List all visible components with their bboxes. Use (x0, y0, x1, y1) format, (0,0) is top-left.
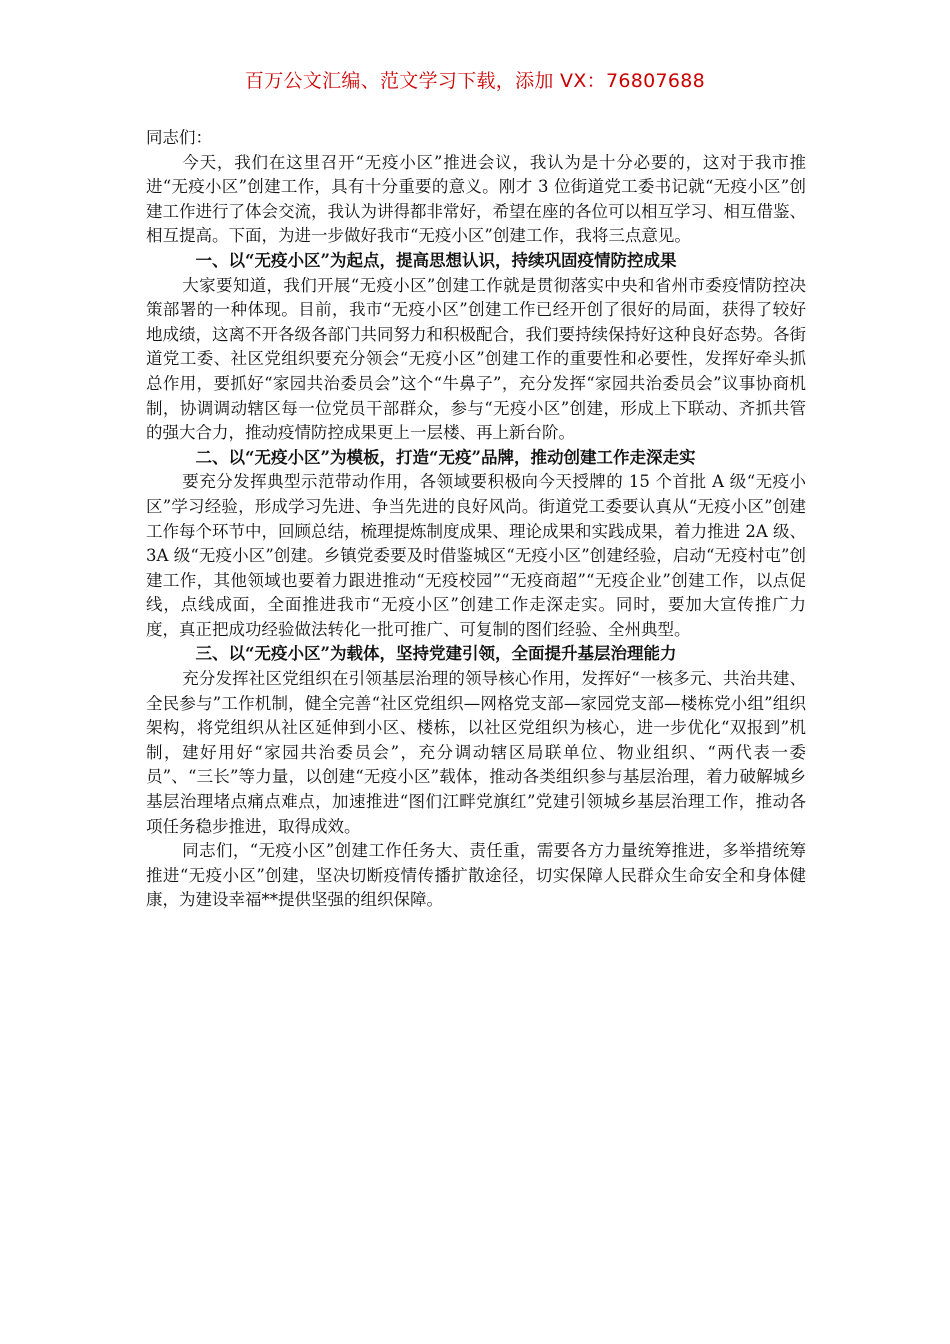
greeting: 同志们： (146, 128, 212, 147)
section-heading-3: 三、以“无疫小区”为载体，坚持党建引领，全面提升基层治理能力 (195, 644, 677, 664)
document-body (146, 126, 806, 913)
intro-paragraph: 今天，我们在这里召开“无疫小区”推进会议，我认为是十分必要的，这对于我市推进“无疫小区”创建工作，具有十分重要的意义。刚才 3 位街道党工委书记就“无疫小区”创建工作进行了体会交流，我认为讲得都非常好，希望在座的各位可以相互学习、相互借鉴、相互提高。下面，为进一步做好我市“无疫小区”创建工作，我将三点意见。 (146, 152, 806, 246)
closing-paragraph: 同志们，“无疫小区”创建工作任务大、责任重，需要各方力量统筹推进，多举措统筹推进“无疫小区”创建，坚决切断疫情传播扩散途径，切实保障人民群众生命安全和身体健康，为建设幸福**提供坚强的组织保障。 (146, 841, 806, 910)
section-heading-2: 二、以“无疫小区”为模板，打造“无疫”品牌，推动创建工作走深走实 (195, 447, 696, 467)
watermark-banner: 百万公文汇编、范文学习下载，添加 VX：76807688 (244, 70, 706, 92)
section-body-2: 要充分发挥典型示范带动作用，各领域要积极向今天授牌的 15 个首批 A 级“无疫小区”学习经验，形成学习先进、争当先进的良好风尚。街道党工委要认真从“无疫小区”创建工作每个环节中，回顾总结，梳理提炼制度成果、理论成果和实践成果，着力推进 2A 级、3A 级“无疫小区”创建。乡镇党委要及时借鉴城区“无疫小区”创建经验，启动“无疫村屯”创建工作，其他领域也要着力跟进推动“无疫校园”“无疫商超”“无疫企业”创建工作，以点促线，点线成面，全面推进我市“无疫小区”创建工作走深走实。同时，要加大宣传推广力度，真正把成功经验做法转化一批可推广、可复制的图们经验、全州典型。 (146, 472, 806, 639)
section-body-1: 大家要知道，我们开展“无疫小区”创建工作就是贯彻落实中央和省州市委疫情防控决策部署的一种体现。目前，我市“无疫小区”创建工作已经开创了很好的局面，获得了较好地成绩，这离不开各级各部门共同努力和积极配合，我们要持续保持好这种良好态势。各街道党工委、社区党组织要充分领会“无疫小区”创建工作的重要性和必要性，发挥好牵头抓总作用，要抓好“家园共治委员会”这个“牛鼻子”，充分发挥“家园共治委员会”议事协商机制，协调调动辖区每一位党员干部群众，参与“无疫小区”创建，形成上下联动、齐抓共管的强大合力，推动疫情防控成果更上一层楼、再上新台阶。 (146, 275, 806, 443)
section-body-3: 充分发挥社区党组织在引领基层治理的领导核心作用，发挥好“一核多元、共治共建、全民参与”工作机制，健全完善“社区党组织—网格党支部—家园党支部—楼栋党小组”组织架构，将党组织从社区延伸到小区、楼栋，以社区党组织为核心，进一步优化“双报到”机制，建好用好“家园共治委员会”，充分调动辖区局联单位、物业组织、“两代表一委员”、“三长”等力量，以创建“无疫小区”载体，推动各类组织参与基层治理，着力破解城乡基层治理堵点痛点难点，加速推进“图们江畔党旗红”党建引领城乡基层治理工作，推动各项任务稳步推进，取得成效。 (146, 669, 806, 836)
section-heading-1: 一、以“无疫小区”为起点，提高思想认识，持续巩固疫情防控成果 (195, 250, 677, 270)
